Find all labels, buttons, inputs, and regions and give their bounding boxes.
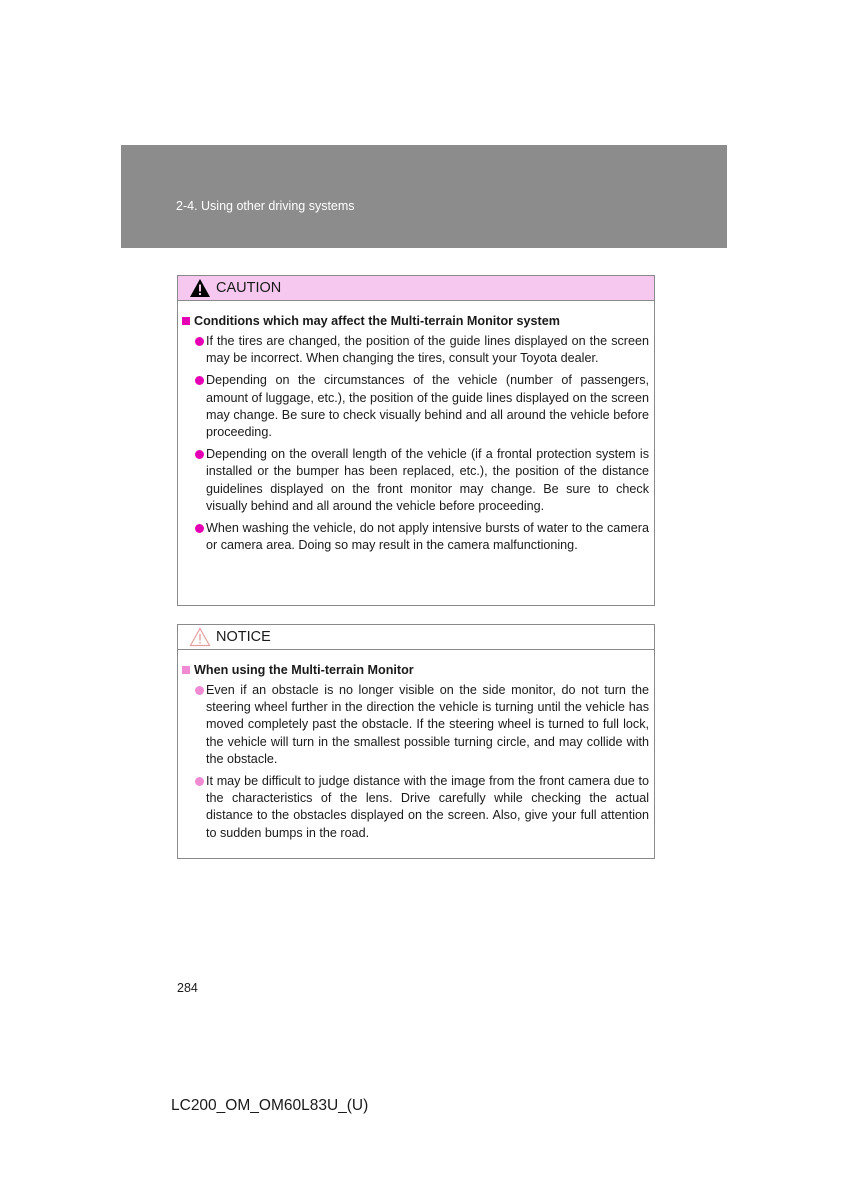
list-item-text: If the tires are changed, the position of the guide lines displayed on the screen may be incorrect. When changing the tires, consult your Toyota dealer. — [206, 334, 649, 366]
notice-heading-text: When using the Multi-terrain Monitor — [194, 663, 414, 677]
list-item-text: Depending on the circumstances of the vehicle (number of passengers, amount of luggage, etc.), the position of the guide lines displayed on the screen may change. Be sure to check visually behind and all around the vehicle before proceeding. — [206, 373, 649, 440]
bullet-dot-icon — [195, 524, 204, 533]
list-item — [182, 520, 649, 554]
caution-label: CAUTION — [216, 280, 282, 296]
caution-heading — [182, 314, 649, 328]
list-item — [182, 333, 649, 367]
list-item-text: Even if an obstacle is no longer visible on the side monitor, do not turn the steering wheel further in the direction the vehicle is turning until the vehicle has moved completely past the obstacle. If the steering wheel is turned to full lock, the vehicle will turn in the smallest possible turning circle, and may collide with the obstacle. — [206, 683, 649, 766]
page-number: 284 — [177, 981, 198, 995]
notice-label: NOTICE — [216, 629, 271, 645]
list-item-text: Depending on the overall length of the vehicle (if a frontal protection system is installed or the bumper has been replaced, etc.), the position of the distance guidelines displayed on the front monitor may change. Be sure to check visually behind and all around the vehicle before proceeding. — [206, 447, 649, 513]
list-item — [182, 682, 649, 768]
section-header-band — [121, 145, 727, 248]
list-item-text: It may be difficult to judge distance with the image from the front camera due to the characteristics of the lens. Drive carefully while checking the actual distance to the obstacles displayed on the screen. Also, give your full attention to sudden bumps in the road. — [206, 774, 649, 840]
warning-triangle-outline-icon — [189, 627, 211, 647]
section-title: 2-4. Using other driving systems — [176, 199, 355, 213]
caution-header — [178, 276, 654, 301]
list-item — [182, 372, 649, 441]
caution-box — [177, 275, 655, 606]
bullet-dot-icon — [195, 686, 204, 695]
bullet-dot-icon — [195, 337, 204, 346]
notice-heading — [182, 663, 649, 677]
bullet-dot-icon — [195, 450, 204, 459]
notice-box — [177, 624, 655, 859]
list-item — [182, 446, 649, 515]
notice-header — [178, 625, 654, 650]
warning-triangle-icon — [189, 278, 211, 298]
list-item — [182, 773, 649, 842]
list-item-text: When washing the vehicle, do not apply intensive bursts of water to the camera or camera area. Doing so may result in the camera malfunctioning. — [206, 521, 649, 553]
bullet-dot-icon — [195, 376, 204, 385]
caution-heading-text: Conditions which may affect the Multi-terrain Monitor system — [194, 314, 560, 328]
square-bullet-icon — [182, 666, 190, 674]
square-bullet-icon — [182, 317, 190, 325]
bullet-dot-icon — [195, 777, 204, 786]
document-id: LC200_OM_OM60L83U_(U) — [171, 1097, 369, 1114]
notice-list — [182, 682, 649, 842]
caution-list — [182, 333, 649, 554]
